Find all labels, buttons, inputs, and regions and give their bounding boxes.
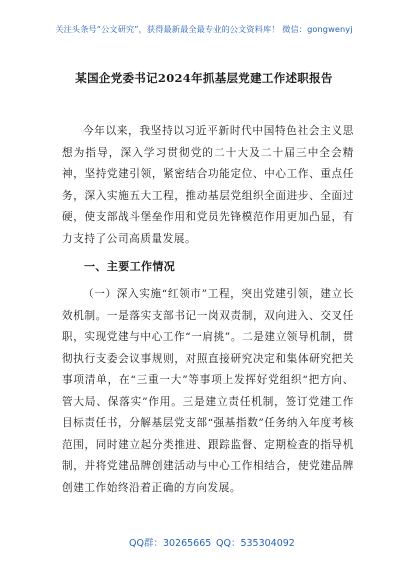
document-title: 某国企党委书记2024年抓基层党建工作述职报告 — [75, 71, 333, 85]
section-heading: 一、主要工作情况 — [84, 260, 176, 273]
section-paragraph: （一）深入实施“红领市”工程，突出党建引领，建立长效机制。一是落实支部书记一岗双责制，双向进入、交叉任职，实现党建与中心工作“一肩挑”。二是建立领导机制，贯彻执行支委会议事规则，对照直接研究决定和集体研究把关事项清单，在“三重一大”等事项上发挥好党组织“把方向、管大局、保落实”作用。三是建立责任机制，签订党建工作目标责任书，分解基层党支部“强基指数”任务纳入年度考核范围，同时建立起分类推进、跟踪监督、定期检查的指导机制，并将党建品牌创建活动与中心工作相结合，使党建品牌创建工作始终沿着正确的方向发展。 — [62, 288, 354, 494]
intro-paragraph: 今年以来，我坚持以习近平新时代中国特色社会主义思想为指导，深入学习贯彻党的二十大及二十届三中全会精神，坚持党建引领，紧密结合功能定位、中心工作、重点任务，深入实施五大工程，推动基层党组织全面进步、全面过硬，使支部战斗堡垒作用和党员先锋模范作用更加凸显，有力支持了公司高质量发展。 — [62, 125, 354, 245]
footer-qq-group: QQ群：30265665 — [129, 538, 212, 549]
header-banner: 关注头条号“公文研究”，获得最新最全最专业的公文资料库！ 微信：gongwenyj — [55, 24, 353, 34]
footer-qq-contact: QQ：535304092 — [216, 538, 295, 549]
